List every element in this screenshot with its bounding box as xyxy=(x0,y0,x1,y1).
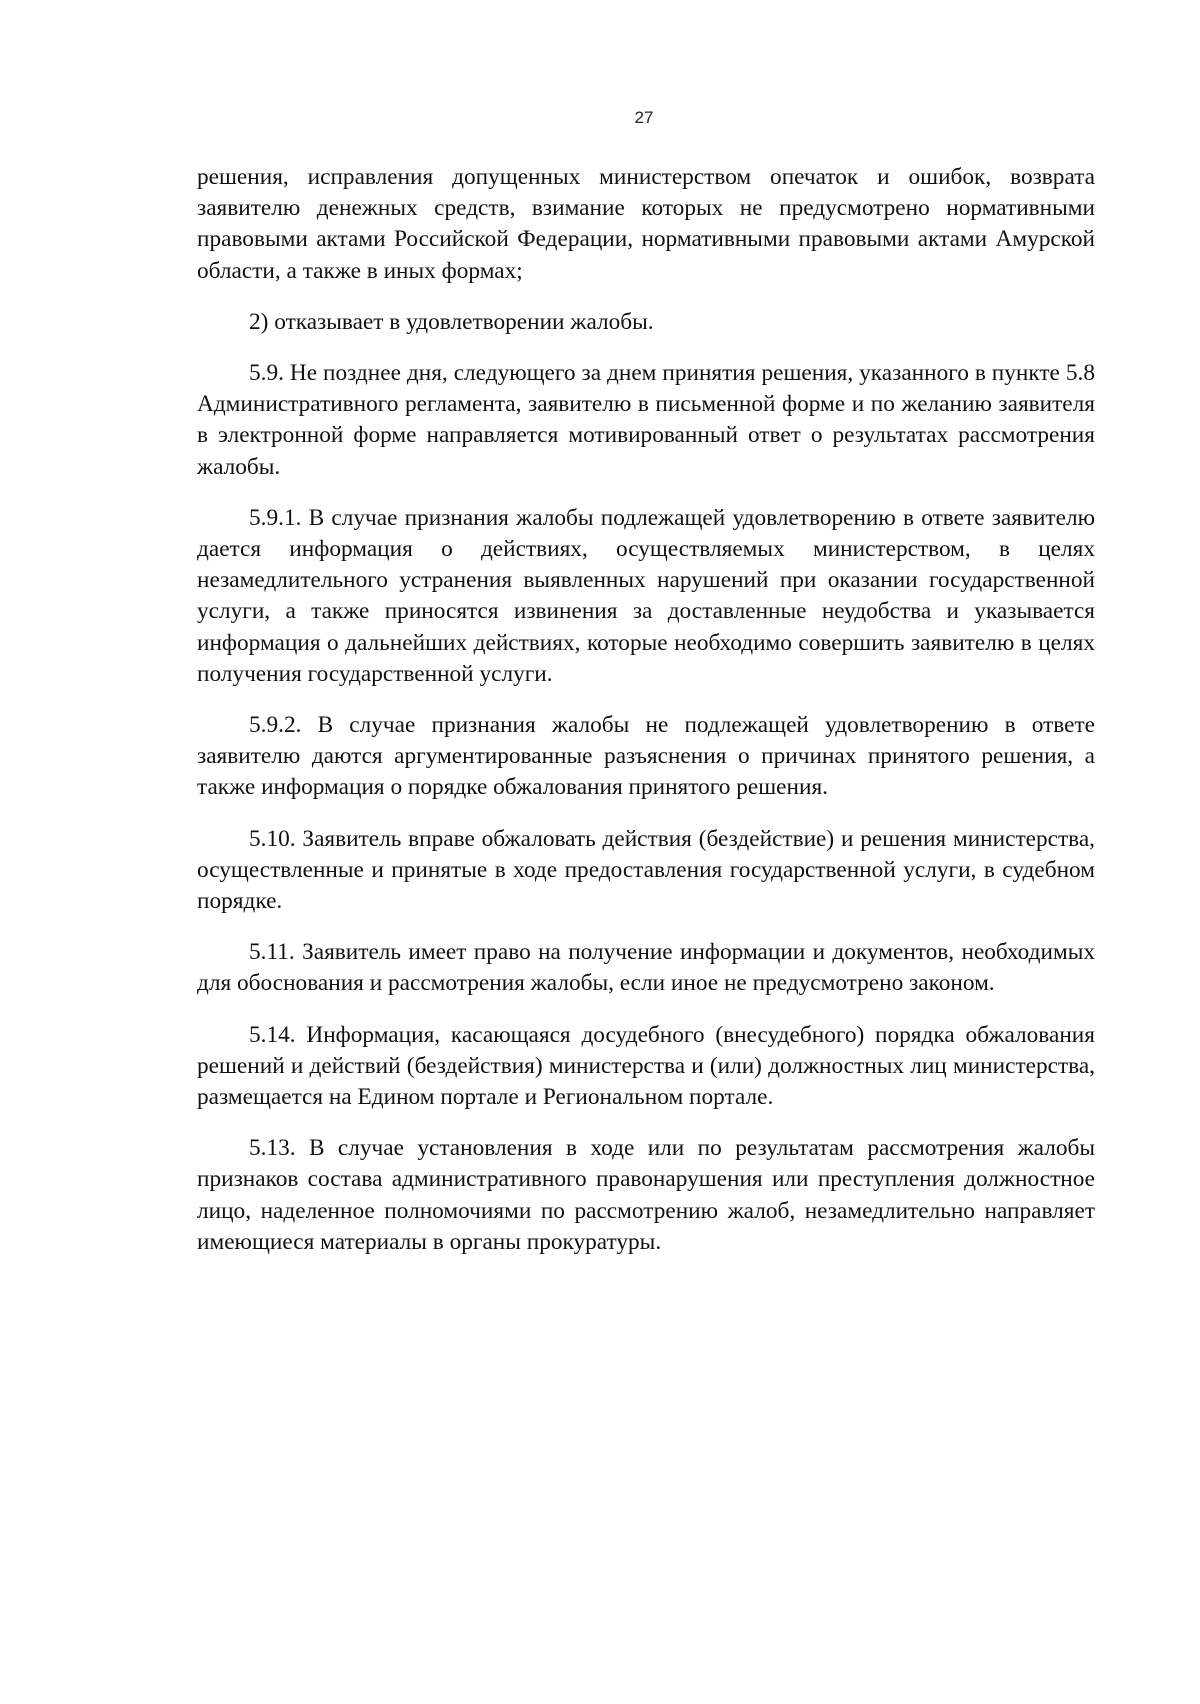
paragraph-continuation: решения, исправления допущенных министерством опечаток и ошибок, возврата заявителю денежных средств, взимание которых не предусмотрено нормативными правовыми актами Российской Федерации, нормативными правовыми актами Амурской области, а также в иных формах; xyxy=(197,164,1095,284)
paragraph-5-14: 5.14. Информация, касающаяся досудебного (внесудебного) порядка обжалования решений и действий (бездействия) министерства и (или) должностных лиц министерства, размещается на Едином портале и Региональном портале. xyxy=(197,1021,1095,1111)
paragraph-5-11: 5.11. Заявитель имеет право на получение информации и документов, необходимых для обоснования и рассмотрения жалобы, если иное не предусмотрено законом. xyxy=(197,939,1095,997)
paragraph-gap xyxy=(197,1000,1095,1020)
paragraph-gap xyxy=(197,287,1095,307)
paragraph-item-2: 2) отказывает в удовлетворении жалобы. xyxy=(249,308,654,335)
paragraph-gap xyxy=(197,483,1095,503)
paragraph-5-10: 5.10. Заявитель вправе обжаловать действия (бездействие) и решения министерства, осуществленные и принятые в ходе предоставления государственной услуги, в судебном порядке. xyxy=(197,825,1095,915)
paragraph-gap xyxy=(197,690,1095,710)
paragraph-gap xyxy=(197,338,1095,358)
paragraph-gap xyxy=(197,804,1095,824)
document-body xyxy=(197,162,1095,1258)
paragraph-5-9-1: 5.9.1. В случае признания жалобы подлежащей удовлетворению в ответе заявителю дается информация о действиях, осуществляемых министерством, в целях незамедлительного устранения выявленных нарушений при оказании государственной услуги, а также приносятся извинения за доставленные неудобства и указывается информация о дальнейших действиях, которые необходимо совершить заявителю в целях получения государственной услуги. xyxy=(197,504,1095,687)
paragraph-5-13: 5.13. В случае установления в ходе или по результатам рассмотрения жалобы признаков состава административного правонарушения или преступления должностное лицо, наделенное полномочиями по рассмотрению жалоб, незамедлительно направляет имеющиеся материалы в органы прокуратуры. xyxy=(197,1135,1095,1255)
paragraph-gap xyxy=(197,1113,1095,1133)
paragraph-5-9: 5.9. Не позднее дня, следующего за днем принятия решения, указанного в пункте 5.8 Административного регламента, заявителю в письменной форме и по желанию заявителя в электронной форме направляется мотивированный ответ о результатах рассмотрения жалобы. xyxy=(197,360,1095,480)
paragraph-5-9-2: 5.9.2. В случае признания жалобы не подлежащей удовлетворению в ответе заявителю даются аргументированные разъяснения о причинах принятого решения, а также информация о порядке обжалования принятого решения. xyxy=(197,712,1095,801)
page-number: 27 xyxy=(634,108,654,127)
paragraph-gap xyxy=(197,917,1095,937)
